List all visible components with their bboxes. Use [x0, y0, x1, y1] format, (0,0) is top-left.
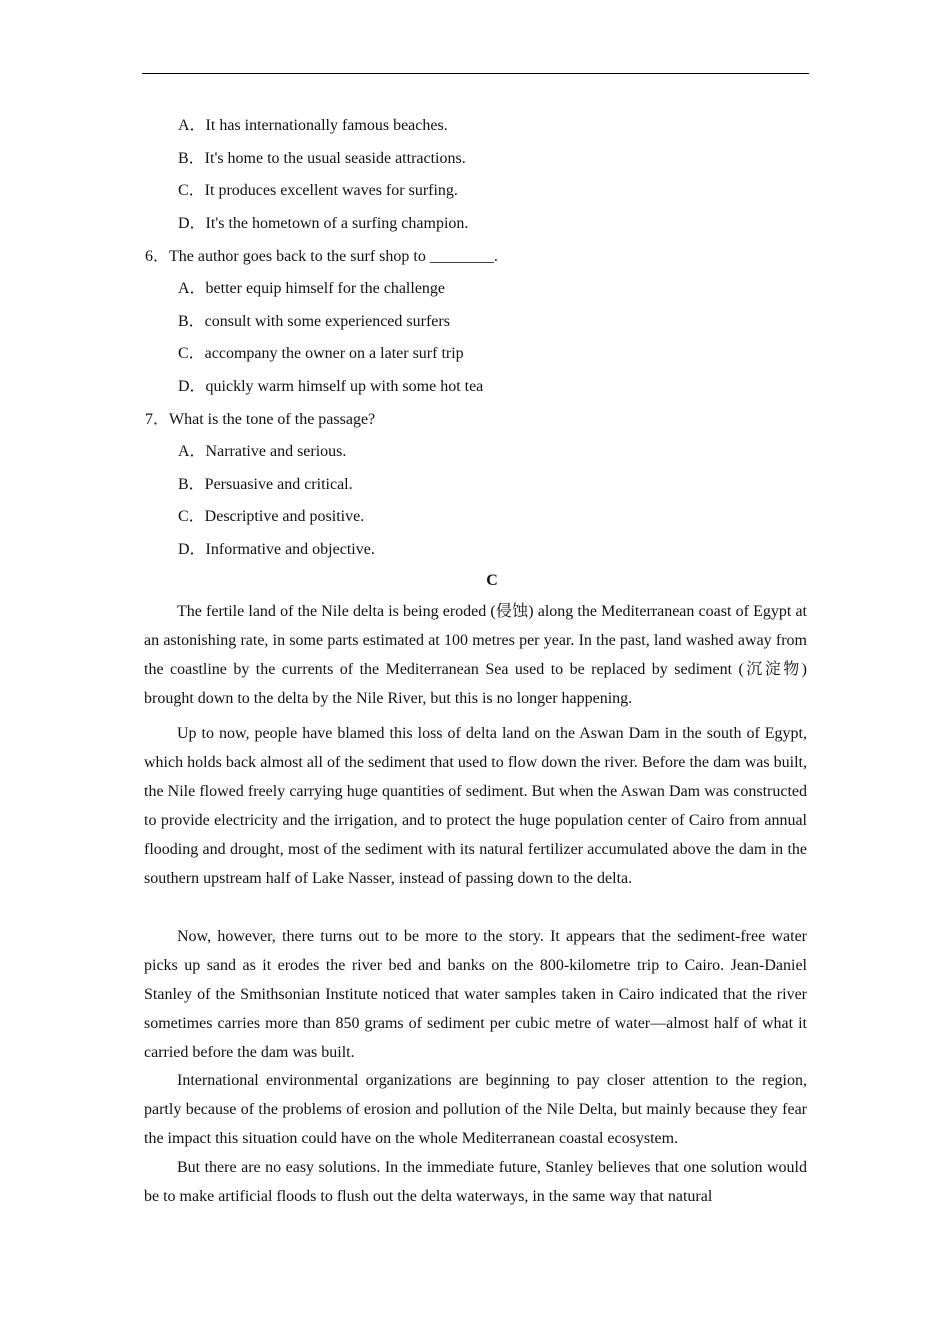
q6-option-c: C．accompany the owner on a later surf trip — [178, 345, 464, 362]
q7-option-a: A．Narrative and serious. — [178, 443, 347, 460]
q5-option-b: B．It's home to the usual seaside attractions. — [178, 150, 466, 167]
q7-option-c: C．Descriptive and positive. — [178, 508, 365, 525]
q6-option-a: A．better equip himself for the challenge — [178, 280, 446, 297]
passage-paragraph-2: Up to now, people have blamed this loss of delta land on the Aswan Dam in the south of Egypt, which holds back almost all of the sediment that used to flow down the river. Before the dam was built, the Nile flowed freely carrying huge quantities of sediment. But when the Aswan Dam was constructed to provide electricity and the irrigation, and to protect the huge population center of Cairo from annual flooding and drought, most of the sediment with its natural fertilizer accumulated above the dam in the southern upstream half of Lake Nasser, instead of passing down to the delta. — [144, 725, 807, 887]
passage-paragraph-4: International environmental organizations are beginning to pay closer attention to the region, partly because of the problems of erosion and pollution of the Nile Delta, but mainly because they fear the impact this situation could have on the whole Mediterranean coastal ecosystem. — [144, 1072, 807, 1147]
q5-option-d: D．It's the hometown of a surfing champion. — [178, 215, 469, 232]
q7-option-b: B．Persuasive and critical. — [178, 476, 353, 493]
header-rule — [142, 73, 809, 74]
passage-paragraph-3: Now, however, there turns out to be more to the story. It appears that the sediment-free water picks up sand as it erodes the river bed and banks on the 800-kilometre trip to Cairo. Jean-Daniel Stanley of the Smithsonian Institute noticed that water samples taken in Cairo indicated that the river sometimes carries more than 850 grams of sediment per cubic metre of water—almost half of what it carried before the dam was built. — [144, 928, 807, 1061]
passage-paragraph-5: But there are no easy solutions. In the immediate future, Stanley believes that one solution would be to make artificial floods to flush out the delta waterways, in the same way that natural — [144, 1159, 807, 1205]
q5-option-a: A．It has internationally famous beaches. — [178, 117, 448, 134]
q7-option-d: D．Informative and objective. — [178, 541, 375, 558]
q6-option-b: B．consult with some experienced surfers — [178, 313, 450, 330]
section-title: C — [486, 572, 498, 589]
q6-option-d: D．quickly warm himself up with some hot tea — [178, 378, 484, 395]
q6-stem: 6．The author goes back to the surf shop to ________. — [145, 248, 498, 265]
q5-option-c: C．It produces excellent waves for surfing. — [178, 182, 458, 199]
q7-stem: 7．What is the tone of the passage? — [145, 411, 376, 428]
passage-paragraph-1: The fertile land of the Nile delta is being eroded (侵蚀) along the Mediterranean coast of Egypt at an astonishing rate, in some parts estimated at 100 metres per year. In the past, land washed away from the coastline by the currents of the Mediterranean Sea used to be replaced by sediment (沉淀物) brought down to the delta by the Nile River, but this is no longer happening. — [144, 603, 807, 707]
